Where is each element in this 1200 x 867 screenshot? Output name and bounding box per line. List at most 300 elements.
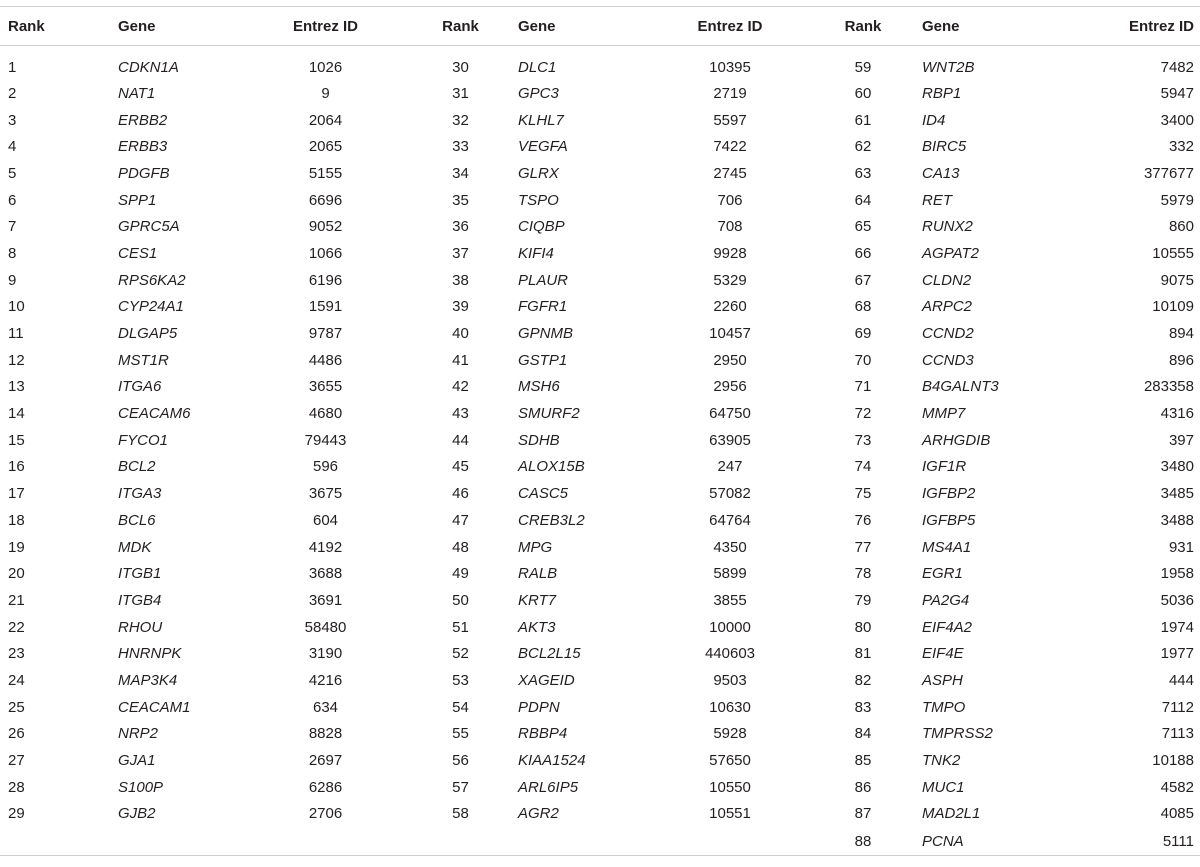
rank-cell: 55 bbox=[452, 725, 469, 743]
gene-cell: GJB2 bbox=[118, 805, 156, 823]
table-row bbox=[0, 374, 1200, 401]
entrez-id-cell: 894 bbox=[1168, 325, 1194, 343]
entrez-id-cell: 596 bbox=[312, 458, 339, 476]
entrez-id-cell: 860 bbox=[1168, 218, 1194, 236]
gene-cell: CDKN1A bbox=[118, 58, 179, 76]
gene-cell: ERBB2 bbox=[118, 111, 168, 129]
rank-cell: 66 bbox=[854, 244, 872, 262]
rank-cell: 67 bbox=[854, 271, 872, 289]
gene-cell: VEGFA bbox=[518, 138, 568, 156]
rank-cell: 57 bbox=[452, 778, 469, 796]
gene-cell: GLRX bbox=[518, 164, 559, 182]
gene-cell: PCNA bbox=[922, 827, 1062, 856]
gene-cell: CLDN2 bbox=[922, 271, 972, 289]
rank-cell: 71 bbox=[854, 378, 872, 396]
gene-cell: RBBP4 bbox=[518, 725, 568, 743]
gene-cell bbox=[118, 827, 248, 856]
entrez-id-cell: 2697 bbox=[308, 752, 343, 770]
entrez-id-cell: 2956 bbox=[713, 378, 747, 396]
rank-cell: 69 bbox=[854, 325, 872, 343]
rank-cell: 18 bbox=[8, 511, 25, 529]
gene-cell: CCND2 bbox=[922, 325, 974, 343]
entrez-id-cell: 2745 bbox=[713, 164, 747, 182]
table-row bbox=[0, 667, 1200, 694]
table-row bbox=[0, 133, 1200, 160]
entrez-id-cell: 10551 bbox=[709, 805, 751, 823]
entrez-id-cell: 2260 bbox=[713, 298, 747, 316]
gene-cell: CREB3L2 bbox=[518, 511, 585, 529]
rank-cell: 34 bbox=[452, 164, 469, 182]
rank-cell: 79 bbox=[854, 591, 872, 609]
rank-cell: 78 bbox=[854, 565, 872, 583]
rank-cell: 40 bbox=[452, 325, 469, 343]
gene-cell: TMPRSS2 bbox=[922, 725, 993, 743]
entrez-id-cell: 4350 bbox=[713, 538, 747, 556]
rank-cell: 47 bbox=[452, 511, 469, 529]
gene-cell: RHOU bbox=[118, 618, 163, 636]
entrez-id-cell: 9075 bbox=[1160, 271, 1194, 289]
entrez-id-cell: 2706 bbox=[308, 805, 343, 823]
rank-cell: 83 bbox=[854, 698, 872, 716]
rank-cell: 37 bbox=[452, 244, 469, 262]
table-row bbox=[0, 774, 1200, 801]
entrez-id-cell: 5597 bbox=[713, 111, 747, 129]
entrez-id-cell: 7482 bbox=[1160, 58, 1194, 76]
gene-cell: TNK2 bbox=[922, 752, 961, 770]
entrez-id-cell: 5329 bbox=[713, 271, 747, 289]
entrez-id-cell: 4486 bbox=[308, 351, 343, 369]
rank-cell: 73 bbox=[854, 431, 872, 449]
rank-cell: 70 bbox=[854, 351, 872, 369]
table-row bbox=[0, 160, 1200, 187]
rank-header: Rank bbox=[0, 7, 118, 46]
gene-cell: GSTP1 bbox=[518, 351, 568, 369]
entrez-id-cell bbox=[656, 827, 804, 856]
gene-header: Gene bbox=[518, 7, 656, 46]
rank-cell: 21 bbox=[8, 591, 25, 609]
entrez-id-cell: 10555 bbox=[1152, 244, 1194, 262]
rank-cell: 15 bbox=[8, 431, 25, 449]
gene-cell: MSH6 bbox=[518, 378, 560, 396]
gene-cell: ASPH bbox=[922, 671, 963, 689]
gene-cell: GPRC5A bbox=[118, 218, 180, 236]
rank-cell: 3 bbox=[8, 111, 17, 129]
entrez-id-cell: 931 bbox=[1168, 538, 1194, 556]
entrez-id-cell: 708 bbox=[717, 218, 743, 236]
rank-cell: 30 bbox=[452, 58, 469, 76]
rank-cell: 86 bbox=[854, 778, 872, 796]
entrez-id-cell: 9052 bbox=[308, 218, 343, 236]
gene-cell: RALB bbox=[518, 565, 558, 583]
entrez-id-cell: 3655 bbox=[308, 378, 343, 396]
gene-cell: EGR1 bbox=[922, 565, 963, 583]
entrez-id-cell: 3485 bbox=[1160, 485, 1194, 503]
table-row bbox=[0, 801, 1200, 828]
rank-cell: 5 bbox=[8, 164, 17, 182]
rank-cell: 88 bbox=[804, 827, 922, 856]
gene-cell bbox=[518, 827, 656, 856]
rank-cell: 77 bbox=[854, 538, 872, 556]
table-row bbox=[0, 46, 1200, 81]
rank-cell: 32 bbox=[452, 111, 469, 129]
gene-cell: PA2G4 bbox=[922, 591, 970, 609]
rank-cell: 1 bbox=[8, 58, 17, 76]
rank-cell: 6 bbox=[8, 191, 17, 209]
entrez-id-cell: 3488 bbox=[1160, 511, 1194, 529]
rank-cell: 41 bbox=[452, 351, 469, 369]
rank-cell: 46 bbox=[452, 485, 469, 503]
rank-cell: 9 bbox=[8, 271, 17, 289]
entrez-id-header: Entrez ID bbox=[1062, 7, 1200, 46]
gene-cell: ID4 bbox=[922, 111, 946, 129]
rank-cell: 65 bbox=[854, 218, 872, 236]
table-row bbox=[0, 507, 1200, 534]
gene-cell: MS4A1 bbox=[922, 538, 972, 556]
gene-cell: BIRC5 bbox=[922, 138, 967, 156]
rank-cell: 54 bbox=[452, 698, 469, 716]
entrez-id-cell: 5036 bbox=[1160, 591, 1194, 609]
rank-cell: 44 bbox=[452, 431, 469, 449]
entrez-id-cell: 5947 bbox=[1160, 84, 1194, 102]
rank-cell: 52 bbox=[452, 645, 469, 663]
gene-cell: ITGB1 bbox=[118, 565, 162, 583]
rank-cell: 8 bbox=[8, 244, 17, 262]
table-row bbox=[0, 560, 1200, 587]
entrez-id-cell: 604 bbox=[312, 511, 339, 529]
rank-cell: 12 bbox=[8, 351, 25, 369]
rank-cell: 11 bbox=[8, 325, 24, 343]
gene-cell: DLC1 bbox=[518, 58, 557, 76]
rank-cell: 10 bbox=[8, 298, 25, 316]
gene-cell: AKT3 bbox=[518, 618, 556, 636]
rank-cell: 35 bbox=[452, 191, 469, 209]
entrez-id-cell: 4192 bbox=[308, 538, 343, 556]
entrez-id-cell bbox=[248, 827, 403, 856]
table-row bbox=[0, 320, 1200, 347]
rank-cell: 64 bbox=[854, 191, 872, 209]
table-row bbox=[0, 694, 1200, 721]
rank-cell: 22 bbox=[8, 618, 25, 636]
gene-cell: IGFBP2 bbox=[922, 485, 976, 503]
entrez-id-cell: 10550 bbox=[709, 778, 751, 796]
entrez-id-cell: 3688 bbox=[308, 565, 343, 583]
entrez-id-cell: 7113 bbox=[1161, 725, 1194, 743]
rank-cell: 17 bbox=[8, 485, 25, 503]
entrez-id-cell: 9928 bbox=[713, 244, 747, 262]
entrez-id-cell: 332 bbox=[1168, 138, 1194, 156]
gene-cell: NAT1 bbox=[118, 84, 156, 102]
entrez-id-cell: 2064 bbox=[308, 111, 343, 129]
rank-cell: 72 bbox=[854, 405, 872, 423]
rank-cell: 80 bbox=[854, 618, 872, 636]
gene-cell: CA13 bbox=[922, 164, 960, 182]
entrez-id-cell: 57650 bbox=[709, 752, 751, 770]
rank-cell bbox=[403, 827, 518, 856]
entrez-id-cell: 706 bbox=[717, 191, 743, 209]
gene-cell: SPP1 bbox=[118, 191, 157, 209]
entrez-id-header: Entrez ID bbox=[656, 7, 804, 46]
rank-cell: 36 bbox=[452, 218, 469, 236]
gene-cell: GPC3 bbox=[518, 84, 559, 102]
rank-cell: 43 bbox=[452, 405, 469, 423]
entrez-id-cell: 8828 bbox=[308, 725, 343, 743]
gene-cell: XAGEID bbox=[518, 671, 575, 689]
rank-cell: 53 bbox=[452, 671, 469, 689]
rank-cell: 59 bbox=[854, 58, 872, 76]
rank-cell: 33 bbox=[452, 138, 469, 156]
rank-cell: 48 bbox=[452, 538, 469, 556]
entrez-id-cell: 1066 bbox=[308, 244, 343, 262]
entrez-id-cell: 5111 bbox=[1062, 827, 1200, 856]
table-row bbox=[0, 534, 1200, 561]
gene-cell: AGR2 bbox=[518, 805, 559, 823]
rank-cell: 63 bbox=[854, 164, 872, 182]
entrez-id-cell: 7422 bbox=[713, 138, 747, 156]
entrez-id-cell: 7112 bbox=[1161, 698, 1194, 716]
gene-cell: BCL2 bbox=[118, 458, 156, 476]
gene-cell: BCL2L15 bbox=[518, 645, 581, 663]
table-row bbox=[0, 187, 1200, 214]
gene-cell: CIQBP bbox=[518, 218, 565, 236]
gene-cell: ERBB3 bbox=[118, 138, 168, 156]
entrez-id-cell: 58480 bbox=[304, 618, 347, 636]
gene-cell: RET bbox=[922, 191, 952, 209]
table-row bbox=[0, 640, 1200, 667]
rank-cell: 38 bbox=[452, 271, 469, 289]
rank-cell: 29 bbox=[8, 805, 25, 823]
entrez-id-cell: 283358 bbox=[1143, 378, 1194, 396]
rank-cell: 20 bbox=[8, 565, 25, 583]
table-row bbox=[0, 80, 1200, 107]
entrez-id-cell: 377677 bbox=[1143, 164, 1194, 182]
entrez-id-cell: 3675 bbox=[308, 485, 343, 503]
rank-cell: 76 bbox=[854, 511, 872, 529]
rank-cell: 28 bbox=[8, 778, 25, 796]
entrez-id-cell: 247 bbox=[717, 458, 743, 476]
table-row bbox=[0, 240, 1200, 267]
entrez-id-cell: 9 bbox=[321, 84, 330, 102]
gene-cell: FGFR1 bbox=[518, 298, 568, 316]
gene-cell: KLHL7 bbox=[518, 111, 564, 129]
gene-cell: TMPO bbox=[922, 698, 966, 716]
gene-cell: FYCO1 bbox=[118, 431, 169, 449]
entrez-id-cell: 440603 bbox=[704, 645, 756, 663]
entrez-id-cell: 10630 bbox=[709, 698, 751, 716]
gene-cell: CEACAM1 bbox=[118, 698, 191, 716]
table-row bbox=[0, 587, 1200, 614]
entrez-id-cell: 4216 bbox=[308, 671, 343, 689]
rank-cell: 81 bbox=[854, 645, 872, 663]
rank-cell: 25 bbox=[8, 698, 25, 716]
rank-cell: 58 bbox=[452, 805, 469, 823]
rank-cell: 87 bbox=[854, 805, 872, 823]
rank-cell: 74 bbox=[854, 458, 872, 476]
table-body bbox=[0, 46, 1200, 856]
entrez-id-cell: 5928 bbox=[713, 725, 747, 743]
table-row bbox=[0, 747, 1200, 774]
entrez-id-cell: 3480 bbox=[1160, 458, 1194, 476]
entrez-id-cell: 3691 bbox=[308, 591, 343, 609]
gene-cell: TSPO bbox=[518, 191, 559, 209]
rank-cell: 62 bbox=[854, 138, 872, 156]
entrez-id-cell: 2719 bbox=[713, 84, 747, 102]
gene-cell: MUC1 bbox=[922, 778, 965, 796]
entrez-id-cell: 64750 bbox=[709, 405, 751, 423]
entrez-id-cell: 9503 bbox=[713, 671, 747, 689]
gene-cell: IGFBP5 bbox=[922, 511, 976, 529]
rank-cell: 75 bbox=[854, 485, 872, 503]
rank-cell: 61 bbox=[854, 111, 872, 129]
entrez-id-cell: 4680 bbox=[308, 405, 343, 423]
entrez-id-cell: 4582 bbox=[1160, 778, 1194, 796]
entrez-id-cell: 896 bbox=[1168, 351, 1194, 369]
gene-rank-table bbox=[0, 6, 1200, 856]
rank-cell: 45 bbox=[452, 458, 469, 476]
rank-header: Rank bbox=[804, 7, 922, 46]
entrez-id-cell: 10000 bbox=[709, 618, 751, 636]
rank-cell: 60 bbox=[854, 84, 872, 102]
entrez-id-cell: 3400 bbox=[1160, 111, 1194, 129]
entrez-id-header: Entrez ID bbox=[248, 7, 403, 46]
gene-cell: ITGA6 bbox=[118, 378, 162, 396]
gene-cell: RPS6KA2 bbox=[118, 271, 186, 289]
table-row bbox=[0, 480, 1200, 507]
gene-cell: CCND3 bbox=[922, 351, 974, 369]
rank-cell: 2 bbox=[8, 84, 17, 102]
entrez-id-cell: 64764 bbox=[709, 511, 751, 529]
gene-cell: WNT2B bbox=[922, 58, 975, 76]
entrez-id-cell: 63905 bbox=[709, 431, 751, 449]
rank-cell: 13 bbox=[8, 378, 25, 396]
entrez-id-cell: 9787 bbox=[308, 325, 343, 343]
rank-cell: 16 bbox=[8, 458, 25, 476]
entrez-id-cell: 6696 bbox=[308, 191, 343, 209]
table-row bbox=[0, 267, 1200, 294]
gene-cell: CES1 bbox=[118, 244, 158, 262]
gene-cell: HNRNPK bbox=[118, 645, 182, 663]
gene-header: Gene bbox=[922, 7, 1062, 46]
entrez-id-cell: 10457 bbox=[709, 325, 751, 343]
entrez-id-cell: 6196 bbox=[308, 271, 343, 289]
rank-header: Rank bbox=[403, 7, 518, 46]
gene-cell: ARPC2 bbox=[922, 298, 973, 316]
entrez-id-cell: 5155 bbox=[308, 164, 343, 182]
rank-cell: 56 bbox=[452, 752, 469, 770]
table-row bbox=[0, 107, 1200, 134]
entrez-id-cell: 1026 bbox=[308, 58, 343, 76]
gene-cell: RBP1 bbox=[922, 84, 962, 102]
gene-cell: KRT7 bbox=[518, 591, 557, 609]
gene-cell: ITGB4 bbox=[118, 591, 162, 609]
table-row bbox=[0, 827, 1200, 856]
table-row bbox=[0, 721, 1200, 748]
gene-cell: GPNMB bbox=[518, 325, 574, 343]
gene-cell: B4GALNT3 bbox=[922, 378, 999, 396]
table-row bbox=[0, 347, 1200, 374]
gene-cell: SDHB bbox=[518, 431, 560, 449]
gene-cell: GJA1 bbox=[118, 752, 156, 770]
entrez-id-cell: 397 bbox=[1168, 431, 1194, 449]
entrez-id-cell: 1591 bbox=[308, 298, 343, 316]
rank-cell: 42 bbox=[452, 378, 469, 396]
entrez-id-cell: 1977 bbox=[1160, 645, 1194, 663]
gene-cell: S100P bbox=[118, 778, 164, 796]
table-row bbox=[0, 294, 1200, 321]
gene-cell: ARL6IP5 bbox=[518, 778, 579, 796]
rank-cell: 82 bbox=[854, 671, 872, 689]
entrez-id-cell: 444 bbox=[1168, 671, 1194, 689]
rank-cell bbox=[0, 827, 118, 856]
gene-cell: RUNX2 bbox=[922, 218, 973, 236]
gene-cell: CASC5 bbox=[518, 485, 569, 503]
entrez-id-cell: 10188 bbox=[1152, 752, 1194, 770]
gene-cell: CYP24A1 bbox=[118, 298, 184, 316]
entrez-id-cell: 4316 bbox=[1160, 405, 1194, 423]
rank-cell: 14 bbox=[8, 405, 25, 423]
gene-cell: ALOX15B bbox=[518, 458, 585, 476]
entrez-id-cell: 79443 bbox=[304, 431, 347, 449]
table-header-row bbox=[0, 7, 1200, 46]
gene-cell: DLGAP5 bbox=[118, 325, 178, 343]
gene-cell: EIF4A2 bbox=[922, 618, 973, 636]
entrez-id-cell: 10109 bbox=[1152, 298, 1194, 316]
table-row bbox=[0, 454, 1200, 481]
rank-cell: 23 bbox=[8, 645, 25, 663]
rank-cell: 4 bbox=[8, 138, 17, 156]
gene-cell: IGF1R bbox=[922, 458, 967, 476]
gene-cell: KIAA1524 bbox=[518, 752, 586, 770]
entrez-id-cell: 4085 bbox=[1160, 805, 1194, 823]
entrez-id-cell: 634 bbox=[312, 698, 339, 716]
rank-cell: 50 bbox=[452, 591, 469, 609]
rank-cell: 85 bbox=[854, 752, 872, 770]
gene-cell: MPG bbox=[518, 538, 553, 556]
rank-cell: 84 bbox=[854, 725, 872, 743]
gene-cell: MDK bbox=[118, 538, 152, 556]
rank-cell: 39 bbox=[452, 298, 469, 316]
rank-cell: 49 bbox=[452, 565, 469, 583]
entrez-id-cell: 2065 bbox=[308, 138, 343, 156]
gene-cell: KIFI4 bbox=[518, 244, 554, 262]
entrez-id-cell: 6286 bbox=[308, 778, 343, 796]
gene-cell: CEACAM6 bbox=[118, 405, 191, 423]
entrez-id-cell: 1974 bbox=[1160, 618, 1194, 636]
entrez-id-cell: 10395 bbox=[709, 58, 751, 76]
table-row bbox=[0, 614, 1200, 641]
table-row bbox=[0, 213, 1200, 240]
gene-cell: BCL6 bbox=[118, 511, 156, 529]
gene-cell: PDGFB bbox=[118, 164, 170, 182]
rank-cell: 51 bbox=[452, 618, 469, 636]
gene-cell: SMURF2 bbox=[518, 405, 580, 423]
gene-cell: MST1R bbox=[118, 351, 169, 369]
gene-cell: PDPN bbox=[518, 698, 560, 716]
gene-cell: PLAUR bbox=[518, 271, 569, 289]
gene-cell: MMP7 bbox=[922, 405, 966, 423]
table-row bbox=[0, 427, 1200, 454]
rank-cell: 27 bbox=[8, 752, 25, 770]
gene-cell: EIF4E bbox=[922, 645, 964, 663]
rank-cell: 19 bbox=[8, 538, 25, 556]
gene-cell: AGPAT2 bbox=[922, 244, 979, 262]
gene-cell: MAD2L1 bbox=[922, 805, 981, 823]
entrez-id-cell: 3855 bbox=[713, 591, 747, 609]
entrez-id-cell: 5899 bbox=[713, 565, 747, 583]
entrez-id-cell: 2950 bbox=[713, 351, 747, 369]
entrez-id-cell: 3190 bbox=[308, 645, 343, 663]
gene-header: Gene bbox=[118, 7, 248, 46]
rank-cell: 68 bbox=[854, 298, 872, 316]
